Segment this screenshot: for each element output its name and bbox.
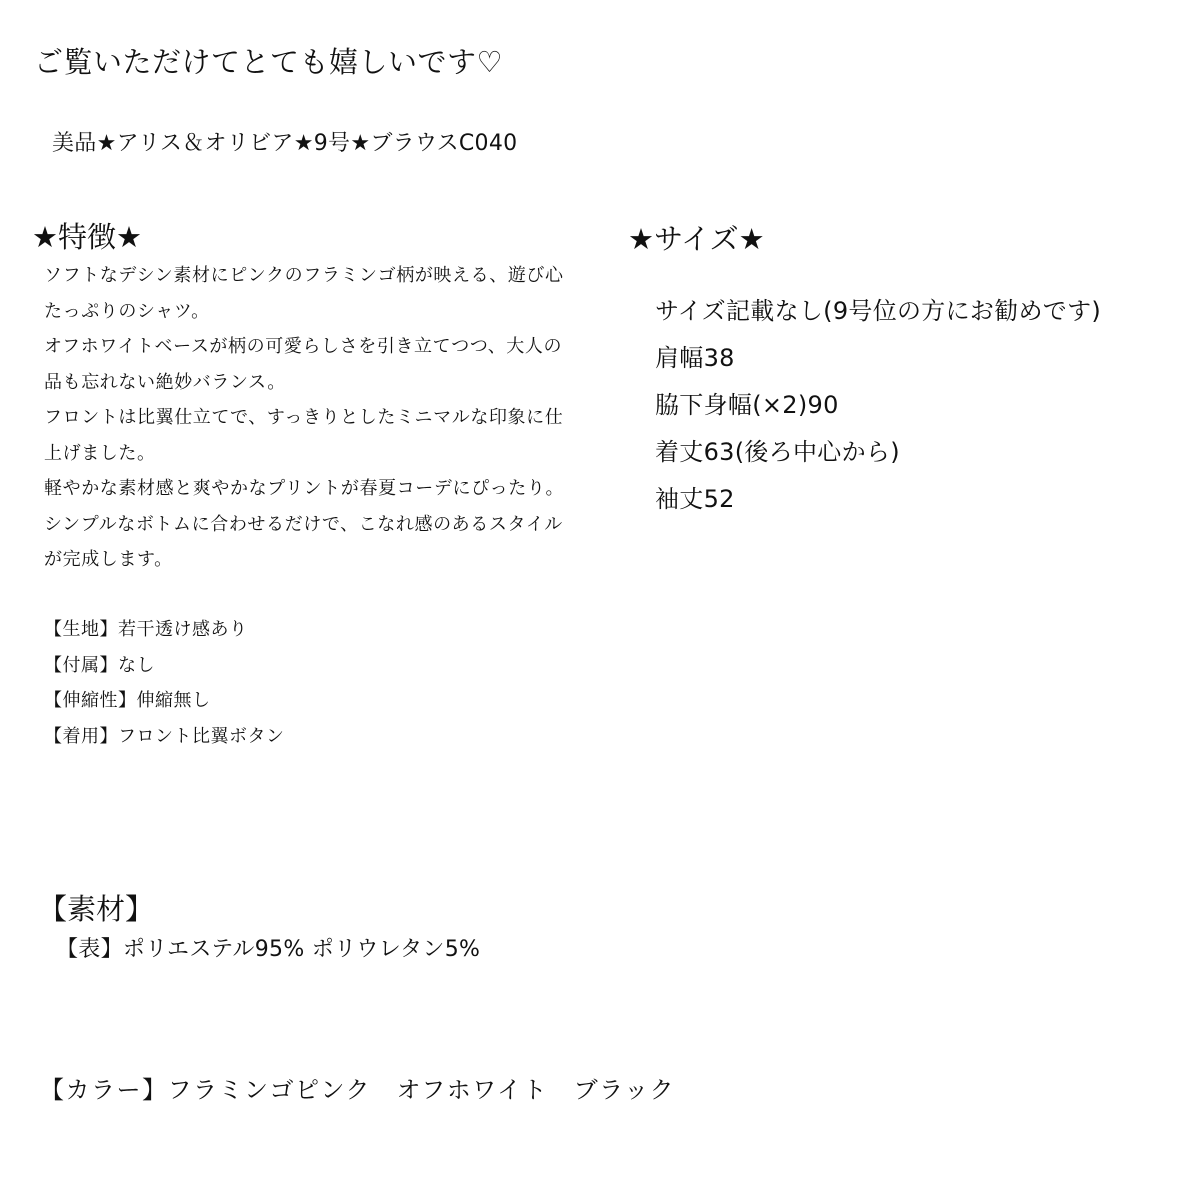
features-line: たっぷりのシャツ。 [44,300,210,322]
fabric-spec-list [44,612,285,754]
spec-item-fabric: 【生地】若干透け感あり [44,619,248,640]
spec-item-stretch: 【伸縮性】伸縮無し [44,690,211,711]
size-label-note: サイズ記載なし(9号位の方にお勧めです) [655,297,1102,325]
size-length: 着丈63(後ろ中心から) [655,438,900,466]
size-list [655,288,1101,523]
features-description [44,258,604,578]
size-heading: ★サイズ★ [628,222,765,256]
features-line: シンプルなボトムに合わせるだけで、こなれ感のあるスタイル [44,513,563,535]
features-line: フロントは比翼仕立てで、すっきりとしたミニマルな印象に仕 [44,407,564,428]
material-heading: 【素材】 [38,892,155,926]
features-line: が完成します。 [44,549,173,570]
features-heading: ★特徴★ [32,220,142,254]
features-line: 軽やかな素材感と爽やかなプリントが春夏コーデにぴったり。 [44,478,565,499]
size-chest-width: 脇下身幅(×2)90 [655,391,839,419]
features-line: 品も忘れない絶妙バランス。 [44,371,286,393]
features-line: ソフトなデシン素材にピンクのフラミンゴ柄が映える、遊び心 [44,265,564,286]
spec-item-accessories: 【付属】なし [44,654,155,676]
color-options: 【カラー】フラミンゴピンク オフホワイト ブラック [40,1076,676,1104]
material-composition: 【表】ポリエステル95% ポリウレタン5% [56,937,481,962]
spec-item-wearing: 【着用】フロント比翼ボタン [44,725,285,747]
greeting-text: ご覧いただけてとても嬉しいです♡ [34,45,503,79]
features-line: 上げました。 [44,442,156,464]
features-line: オフホワイトベースが柄の可愛らしさを引き立てつつ、大人の [44,336,563,357]
product-title: 美品★アリス＆オリビア★9号★ブラウスC040 [52,131,518,156]
size-shoulder-width: 肩幅38 [655,344,735,372]
size-sleeve-length: 袖丈52 [655,485,735,513]
